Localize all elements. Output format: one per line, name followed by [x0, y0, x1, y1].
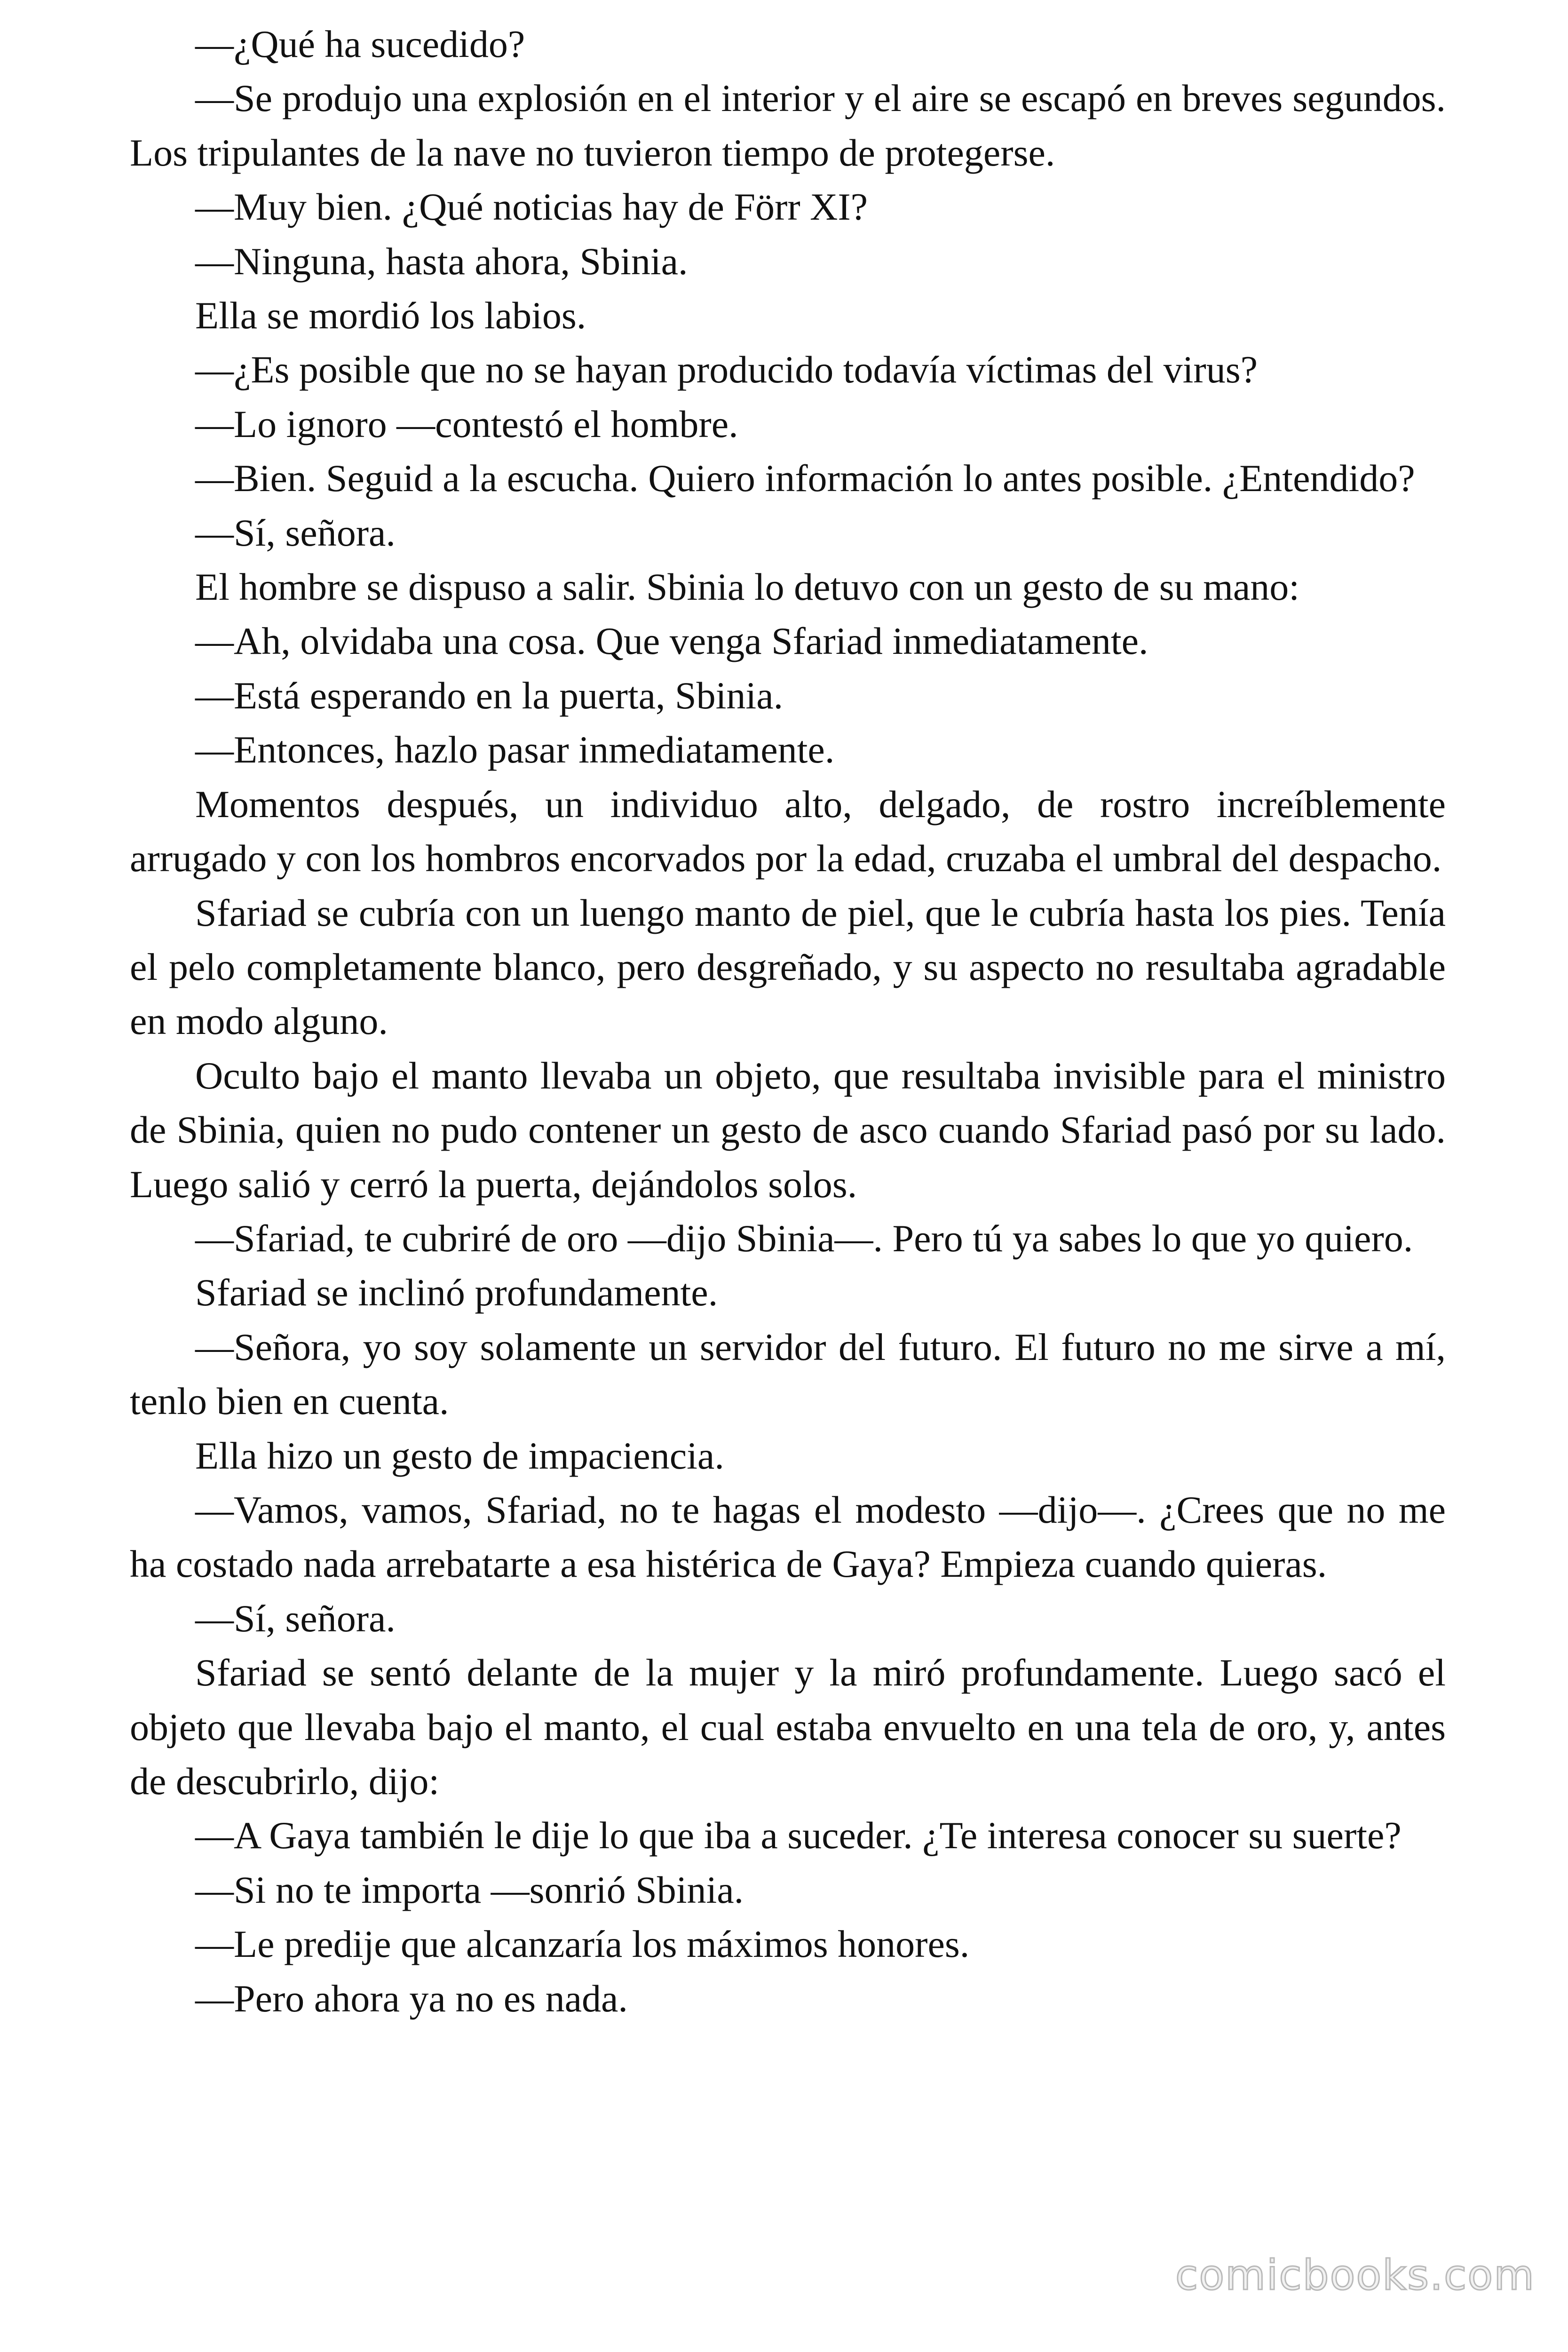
paragraph: Ella se mordió los labios. [195, 294, 586, 337]
paragraph: —Si no te importa —sonrió Sbinia. [195, 1868, 744, 1911]
paragraph: Sfariad se inclinó profundamente. [195, 1271, 718, 1314]
paragraph: —Le predije que alcanzaría los máximos honores. [195, 1923, 970, 1966]
paragraph: —Pero ahora ya no es nada. [195, 1977, 628, 2020]
paragraph: —Bien. Seguid a la escucha. Quiero información lo antes posible. ¿Entendido? [195, 457, 1415, 500]
paragraph: —Sfariad, te cubriré de oro —dijo Sbinia—. Pero tú ya sabes lo que yo quiero. [195, 1216, 1413, 1260]
watermark: comicbooks.com [1175, 2251, 1535, 2299]
paragraph: —Se produjo una explosión en el interior y el aire se escapó en breves segundos. Los tripulantes de la nave no tuvieron tiempo de protegerse. [130, 77, 1446, 174]
paragraph: —Ah, olvidaba una cosa. Que venga Sfariad inmediatamente. [195, 620, 1148, 663]
paragraph: —Sí, señora. [195, 511, 396, 554]
paragraph: Sfariad se cubría con un luengo manto de piel, que le cubría hasta los pies. Tenía el pelo completamente blanco, pero desgreñado, y su aspecto no resultaba agradable en modo alguno. [130, 891, 1446, 1043]
paragraph: —Entonces, hazlo pasar inmediatamente. [195, 728, 835, 771]
paragraph: Ella hizo un gesto de impaciencia. [195, 1434, 724, 1477]
paragraph: El hombre se dispuso a salir. Sbinia lo detuvo con un gesto de su mano: [195, 565, 1300, 609]
paragraph: —A Gaya también le dije lo que iba a suceder. ¿Te interesa conocer su suerte? [195, 1814, 1402, 1857]
paragraph: Momentos después, un individuo alto, delgado, de rostro increíblemente arrugado y con los hombros encorvados por la edad, cruzaba el umbral del despacho. [130, 782, 1446, 880]
paragraph: —Sí, señora. [195, 1597, 396, 1640]
paragraph: —¿Qué ha sucedido? [195, 23, 525, 65]
paragraph: Sfariad se sentó delante de la mujer y la miró profundamente. Luego sacó el objeto que llevaba bajo el manto, el cual estaba envuelto en una tela de oro, y, antes de descubrirlo, dijo: [130, 1651, 1446, 1803]
paragraph: Oculto bajo el manto llevaba un objeto, que resultaba invisible para el ministro de Sbinia, quien no pudo contener un gesto de asco cuando Sfariad pasó por su lado. Luego salió y cerró la puerta, dejándolos solos. [130, 1054, 1446, 1206]
paragraph: —Vamos, vamos, Sfariad, no te hagas el modesto —dijo—. ¿Crees que no me ha costado nada arrebatarte a esa histérica de Gaya? Empieza cuando quieras. [130, 1488, 1446, 1586]
book-page-text [130, 17, 1446, 2026]
paragraph: —¿Es posible que no se hayan producido todavía víctimas del virus? [195, 348, 1258, 391]
paragraph: —Muy bien. ¿Qué noticias hay de Förr XI? [195, 185, 868, 229]
paragraph: —Lo ignoro —contestó el hombre. [195, 402, 738, 445]
paragraph: —Está esperando en la puerta, Sbinia. [195, 674, 784, 717]
paragraph: —Señora, yo soy solamente un servidor del futuro. El futuro no me sirve a mí, tenlo bien en cuenta. [130, 1325, 1446, 1423]
paragraph: —Ninguna, hasta ahora, Sbinia. [195, 239, 688, 283]
